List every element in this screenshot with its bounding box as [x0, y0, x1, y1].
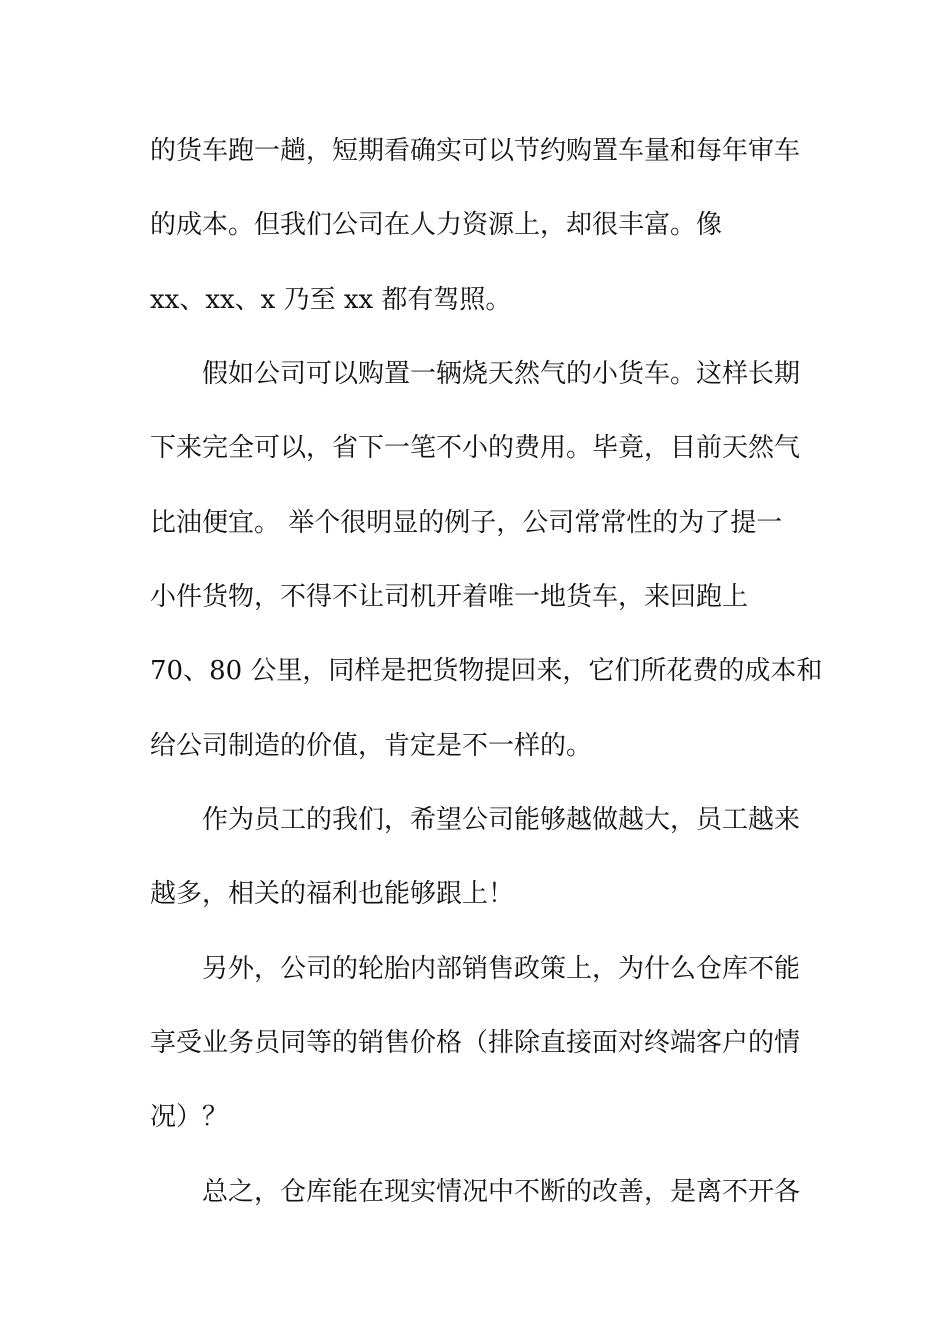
paragraph-start-line: 另外，公司的轮胎内部销售政策上，为什么仓库不能	[202, 954, 801, 984]
text-line: 比油便宜。 举个很明显的例子，公司常常性的为了提一	[150, 508, 783, 538]
text-line: 享受业务员同等的销售价格（排除直接面对终端客户的情	[150, 1028, 801, 1058]
text-line: 下来完全可以，省下一笔不小的费用。毕竟，目前天然气	[150, 433, 801, 463]
text-line: 越多，相关的福利也能够跟上！	[150, 879, 515, 909]
text-line: 况）？	[150, 1102, 229, 1132]
paragraph-start-line: 总之，仓库能在现实情况中不断的改善，是离不开各	[202, 1177, 801, 1207]
text-line: xx、xx、x 乃至 xx 都有驾照。	[150, 285, 512, 315]
paragraph-start-line: 作为员工的我们，希望公司能够越做越大，员工越来	[202, 805, 801, 835]
text-line: 的货车跑一趟，短期看确实可以节约购置车量和每年审车	[150, 136, 801, 166]
text-line: 的成本。但我们公司在人力资源上，却很丰富。像	[150, 210, 723, 240]
text-line: 给公司制造的价值，肯定是不一样的。	[150, 731, 593, 761]
text-line: 小件货物，不得不让司机开着唯一地货车，来回跑上	[150, 582, 749, 612]
text-line: 70、80 公里，同样是把货物提回来，它们所花费的成本和	[150, 656, 823, 686]
paragraph-start-line: 假如公司可以购置一辆烧天然气的小货车。这样长期	[202, 359, 801, 389]
